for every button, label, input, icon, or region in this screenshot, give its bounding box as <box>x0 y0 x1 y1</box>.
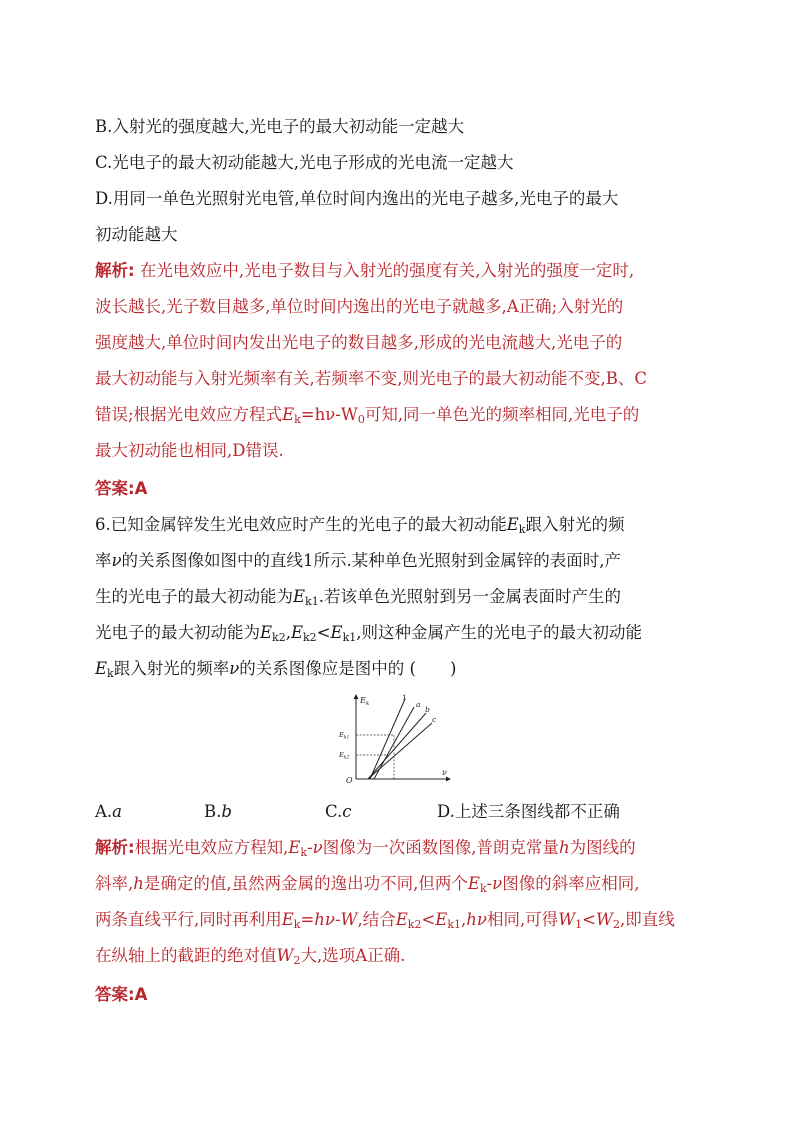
ek-v-graph <box>338 693 458 785</box>
choice-a: A.a <box>95 802 123 821</box>
analysis1-line5: 错误;根据光电效应方程式$E_k=h\nu-W_0$可知,同一单色光的频率相同,光电子的 <box>95 405 640 426</box>
option-c-text: C.光电子的最大初动能越大,光电子形成的光电流一定越大 <box>95 153 514 172</box>
option-d-text-line2: 初动能越大 <box>95 225 178 244</box>
y-axis-arrow <box>354 694 359 699</box>
line-c-label: c <box>432 715 437 724</box>
analysis-label: 解析: <box>95 261 135 280</box>
line-a-label: a <box>416 700 421 709</box>
x-axis-arrow <box>446 777 451 782</box>
analysis2-line4: 在纵轴上的截距的绝对值$W_2$大,选项A正确. <box>95 946 406 967</box>
analysis2-line2: 斜率,h是确定的值,虽然两金属的逸出功不同,但两个$E_k-\nu$图像的斜率应相同, <box>95 874 640 895</box>
question6-line4: 光电子的最大初动能为$E_{k2},E_{k2}<E_{k1}$,则这种金属产生的光电子的最大初动能 <box>95 623 642 644</box>
line-1-label: 1 <box>402 693 407 702</box>
tick-ek2: $E_{k2}$ <box>339 751 350 761</box>
question6-line1: 6.已知金属锌发生光电效应时产生的光电子的最大初动能$E_k$跟入射光的频 <box>95 515 625 536</box>
answer2: 答案:A <box>95 985 148 1004</box>
line-b-label: b <box>425 705 430 714</box>
analysis1-line4: 最大初动能与入射光频率有关,若频率不变,则光电子的最大初动能不变,B、C <box>95 369 647 388</box>
choice-b: B.b <box>204 802 232 821</box>
analysis1-line3: 强度越大,单位时间内发出光电子的数目越多,形成的光电流越大,光电子的 <box>95 333 623 352</box>
analysis1-line6: 最大初动能也相同,D错误. <box>95 441 284 460</box>
analysis1-line2: 波长越长,光子数目越多,单位时间内逸出的光电子就越多,A正确;入射光的 <box>95 297 624 316</box>
answer1: 答案:A <box>95 479 148 498</box>
analysis2-line1: 解析:根据光电效应方程知$,E_k-\nu$图像为一次函数图像,普朗克常量h为图线的 <box>95 838 636 859</box>
option-d-text-line1: D.用同一单色光照射光电管,单位时间内逸出的光电子越多,光电子的最大 <box>95 189 619 208</box>
choice-d: D.上述三条图线都不正确 <box>437 802 620 821</box>
x-axis-label: ν <box>442 768 447 777</box>
question6-line3: 生的光电子的最大初动能为$E_{k1}$.若该单色光照射到另一金属表面时产生的 <box>95 587 621 608</box>
choice-c: C.c <box>325 802 352 821</box>
y-axis-label: $E_k$ <box>360 696 370 707</box>
analysis2-line3: 两条直线平行,同时再利用$E_k=h\nu-W$,结合$E_{k2}<E_{k1},h\nu$相同,可得$W_1<W_2$,即直线 <box>95 910 675 931</box>
line-1 <box>370 699 405 779</box>
line-b <box>368 713 426 779</box>
analysis1-line1: 解析: 在光电效应中,光电子数目与入射光的强度有关,入射光的强度一定时, <box>95 261 635 280</box>
option-b-text: B.入射光的强度越大,光电子的最大初动能一定越大 <box>95 117 465 136</box>
tick-ek1: $E_{k1}$ <box>339 731 350 741</box>
question6-line5: $E_k$跟入射光的频率ν的关系图像应是图中的 ( ) <box>95 659 457 680</box>
origin-label: O <box>346 776 353 785</box>
question6-line2: 率ν的关系图像如图中的直线1所示.某种单色光照射到金属锌的表面时,产 <box>95 551 622 570</box>
